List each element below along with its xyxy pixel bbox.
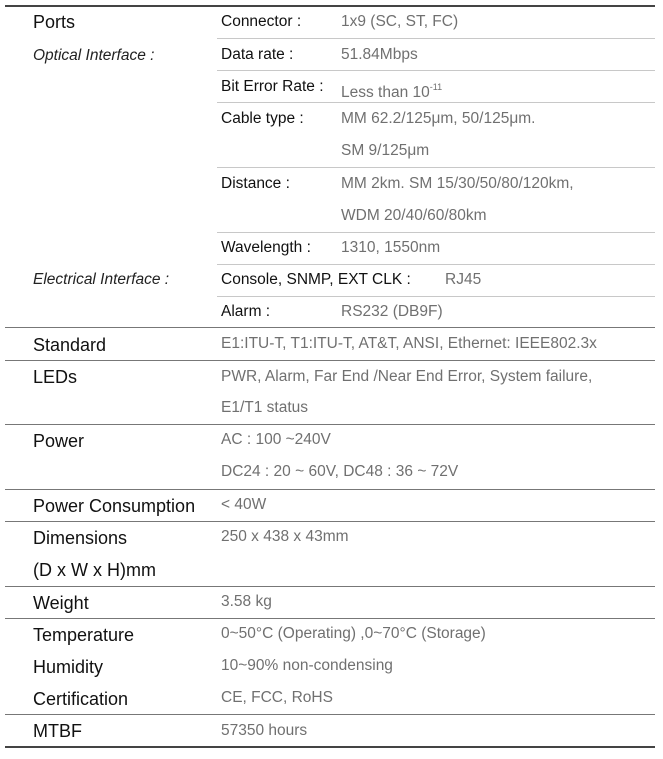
cable-type-value-2: SM 9/125μm (341, 142, 430, 159)
power-value-1: AC : 100 ~240V (221, 431, 331, 448)
temperature-value: 0~50°C (Operating) ,0~70°C (Storage) (221, 625, 486, 642)
humidity-value: 10~90% non-condensing (221, 657, 393, 674)
mtbf-label: MTBF (33, 721, 82, 741)
table-top-border (5, 5, 655, 7)
leds-value-1: PWR, Alarm, Far End /Near End Error, System failure, (221, 368, 593, 385)
weight-label: Weight (33, 593, 89, 613)
leds-label: LEDs (33, 367, 78, 387)
ber-exponent: -11 (429, 82, 443, 92)
connector-key: Connector : (221, 13, 302, 30)
power-label: Power (33, 431, 85, 451)
wavelength-key: Wavelength : (221, 239, 311, 256)
distance-key: Distance : (221, 175, 290, 192)
dimensions-value: 250 x 438 x 43mm (221, 528, 349, 545)
optical-interface-label: Optical Interface : (33, 47, 155, 64)
power-consumption-label: Power Consumption (33, 496, 196, 516)
standard-value: E1:ITU-T, T1:ITU-T, AT&T, ANSI, Ethernet: IEEE802.3x (221, 335, 597, 352)
distance-value-1: MM 2km. SM 15/30/50/80/120km, (341, 175, 574, 192)
temperature-label: Temperature (33, 625, 135, 645)
dimensions-label: Dimensions (33, 528, 128, 548)
row-divider (5, 586, 655, 587)
ports-label: Ports (33, 12, 76, 32)
cable-type-value-1: MM 62.2/125μm, 50/125μm. (341, 110, 536, 127)
power-value-2: DC24 : 20 ~ 60V, DC48 : 36 ~ 72V (221, 463, 459, 480)
alarm-key: Alarm : (221, 303, 271, 320)
console-key: Console, SNMP, EXT CLK : (221, 271, 411, 288)
row-divider (5, 714, 655, 715)
leds-value-2: E1/T1 status (221, 399, 309, 416)
dimensions-unit-label: (D x W x H)mm (33, 560, 156, 580)
mtbf-value: 57350 hours (221, 722, 308, 739)
table-bottom-border (5, 746, 655, 748)
standard-label: Standard (33, 335, 107, 355)
power-consumption-value: < 40W (221, 496, 267, 513)
bit-error-rate-key: Bit Error Rate : (221, 78, 324, 95)
cable-type-key: Cable type : (221, 110, 304, 127)
electrical-interface-label: Electrical Interface : (33, 271, 170, 288)
alarm-value: RS232 (DB9F) (341, 303, 443, 320)
wavelength-value: 1310, 1550nm (341, 239, 441, 256)
ber-base: Less than 10 (341, 84, 430, 101)
weight-value: 3.58 kg (221, 593, 272, 610)
data-rate-value: 51.84Mbps (341, 46, 418, 63)
humidity-label: Humidity (33, 657, 104, 677)
console-value: RJ45 (445, 271, 482, 288)
distance-value-2: WDM 20/40/60/80km (341, 207, 487, 224)
certification-label: Certification (33, 689, 129, 709)
connector-value: 1x9 (SC, ST, FC) (341, 13, 459, 30)
bit-error-rate-value (341, 71, 442, 103)
certification-value: CE, FCC, RoHS (221, 689, 333, 706)
data-rate-key: Data rate : (221, 46, 294, 63)
